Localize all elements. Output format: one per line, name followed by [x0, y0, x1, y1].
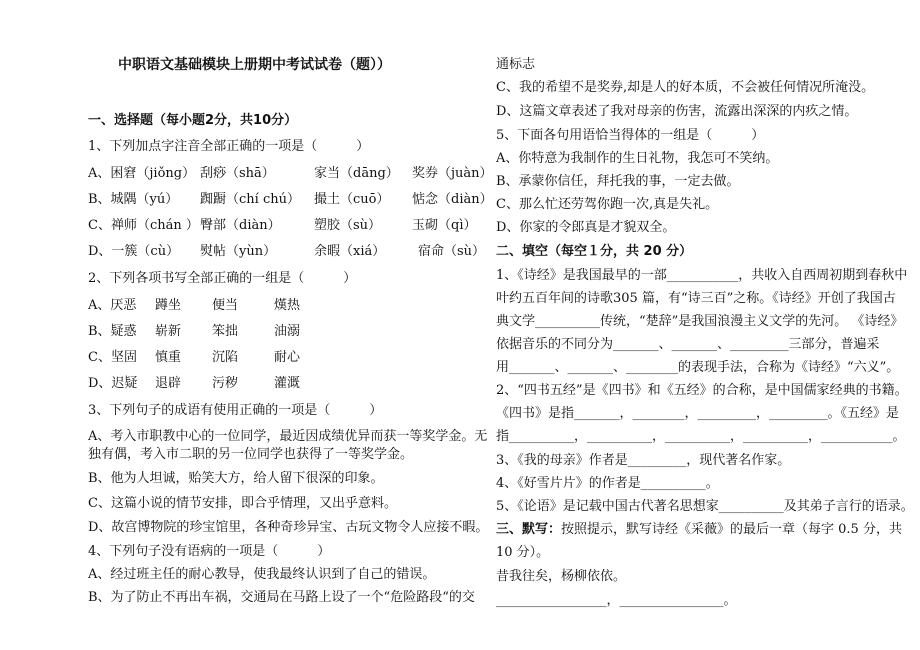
question-3-stem: 3、下列句子的成语有使用正确的一项是（ ）	[88, 403, 383, 418]
option-text: 余暇（xiá）	[314, 244, 386, 259]
option-text: 笨拙	[212, 324, 239, 339]
section-3	[496, 521, 902, 539]
option-text: 熯热	[274, 298, 301, 313]
question-3-option-d: D、故宫博物院的珍宝馆里，各种奇珍异宝、古玩文物令人应接不暇。	[88, 520, 489, 535]
question-3-option-b: B、他为人坦诚，贻笑大方，给人留下很深的印象。	[88, 471, 384, 486]
option-text: 玉砌（qì）	[412, 218, 477, 233]
question-5-option-b: B、承蒙你信任，拜托我的事，一定去做。	[496, 174, 740, 189]
option-text: 便当	[212, 298, 239, 313]
option-text: 臀部（diàn）	[200, 218, 281, 233]
option-text: 蹲坐	[155, 298, 182, 313]
fill-question-3: 3、《我的母亲》作者是_________，现代著名作家。	[496, 453, 791, 468]
option-text: 撮土（cuō）	[314, 192, 390, 207]
option-text: 耐心	[274, 350, 301, 365]
option-text: D、迟疑	[88, 376, 138, 391]
question-4-option-a: A、经过班主任的耐心教导，使我最终认识到了自己的错误。	[88, 567, 436, 582]
option-text: A、困窘（jiǒng）	[88, 166, 196, 181]
question-5-stem: 5、下面各句用语恰当得体的一组是（ ）	[496, 128, 765, 143]
option-text: 退辟	[155, 376, 182, 391]
option-text: 油溺	[274, 324, 301, 339]
question-4-stem: 4、下列句子没有语病的一项是（ ）	[88, 544, 331, 559]
option-text: C、坚固	[88, 350, 137, 365]
option-text: 奖券（juàn）	[412, 166, 493, 181]
fill-question-5: 5、《论语》是记载中国古代著名思想家__________及其弟子言行的语录。	[496, 499, 914, 514]
fill-line: 《四书》是指_______，________，_________，_________。《五经》是	[496, 406, 900, 421]
option-text: 塑胶（sù）	[314, 218, 382, 233]
fill-question-4: 4、《好雪片片》的作者是__________。	[496, 476, 719, 491]
option-text: 踟蹰（chí chú）	[200, 192, 300, 207]
option-text: D、一簇（cù）	[88, 244, 180, 259]
section-3-instructions: 按照提示，默写诗经《采薇》的最后一章（每字 0.5 分，共	[561, 522, 902, 537]
option-text: 宿命（sù）	[418, 244, 486, 259]
question-4-option-d: D、这篇文章表述了我对母亲的伤害，流露出深深的内疚之情。	[496, 104, 858, 119]
poem-line: 昔我往矣，杨柳依依。	[496, 569, 627, 584]
option-text: B、城隅（yú）	[88, 192, 179, 207]
fill-line: 用_______、_______、________的表现手法，合称为《诗经》“六义”。	[496, 360, 900, 375]
section-2-heading: 二、填空（每空１分，共 20 分）	[496, 244, 693, 259]
question-3-option-a: A、考入市职教中心的一位同学，最近因成绩优异而获一等奖学金。无	[88, 429, 488, 444]
option-text: 家当（dāng）	[314, 166, 399, 181]
question-2-stem: 2、下列各项书写全部正确的一组是（ ）	[88, 271, 357, 286]
question-4-option-c: C、我的希望不是奖券,却是人的好本质，不会被任何情况所淹没。	[496, 80, 875, 95]
option-text: 污秽	[212, 376, 239, 391]
question-5-option-a: A、你特意为我制作的生日礼物，我怎可不笑纳。	[496, 151, 779, 166]
question-4-option-b-cont: 通标志	[496, 57, 536, 72]
answer-blank-line: _________________，________________。	[496, 593, 737, 608]
question-3-option-a-cont: 独有偶，考入市二职的另一位同学也获得了一等奖学金。	[88, 447, 414, 462]
question-5-option-c: C、那么忙还劳驾你跑一次,真是失礼。	[496, 197, 719, 212]
option-text: B、疑惑	[88, 324, 137, 339]
option-text: A、厌恶	[88, 298, 137, 313]
fill-line: 指__________，__________，__________，__________，___________。	[496, 429, 906, 444]
option-text: 崭新	[155, 324, 182, 339]
fill-line: 典文学__________传统，“楚辞”是我国浪漫主义文学的先河。 《诗经》	[496, 314, 904, 329]
section-3-instructions-cont: 10 分）。	[496, 545, 550, 560]
fill-line: 1、《诗经》是我国最早的一部___________，共收入自西周初期到春秋中	[496, 268, 908, 283]
option-text: 熨帖（yùn）	[200, 244, 277, 259]
fill-line: 依据音乐的不同分为_______、_______、_________三部分，普遍采	[496, 337, 880, 352]
fill-line: 2、“四书五经”是《四书》和《五经》的合称，是中国儒家经典的书籍。	[496, 383, 908, 398]
question-1-stem: 1、下列加点字注音全部正确的一项是（ ）	[88, 139, 370, 154]
section-3-heading: 三、默写：	[496, 522, 562, 537]
option-text: 刮痧（shā）	[200, 166, 275, 181]
option-text: C、禅师（chán ）	[88, 218, 199, 233]
question-5-option-d: D、你家的令郎真是才貌双全。	[496, 220, 676, 235]
option-text: 沉陷	[212, 350, 239, 365]
section-1-heading: 一、选择题（每小题2分，共10分）	[88, 113, 298, 128]
fill-line: 叶约五百年间的诗歌305 篇，有“诗三百”之称。《诗经》开创了我国古	[496, 291, 896, 306]
option-text: 惦念（diàn）	[412, 192, 493, 207]
option-text: 慎重	[155, 350, 182, 365]
question-4-option-b: B、为了防止不再出车祸，交通局在马路上设了一个“危险路段“的交	[88, 590, 475, 605]
question-3-option-c: C、这篇小说的情节安排，即合乎情理，又出乎意料。	[88, 496, 397, 511]
exam-title: 中职语文基础模块上册期中考试试卷（题））	[118, 57, 391, 73]
option-text: 灌溉	[274, 376, 301, 391]
